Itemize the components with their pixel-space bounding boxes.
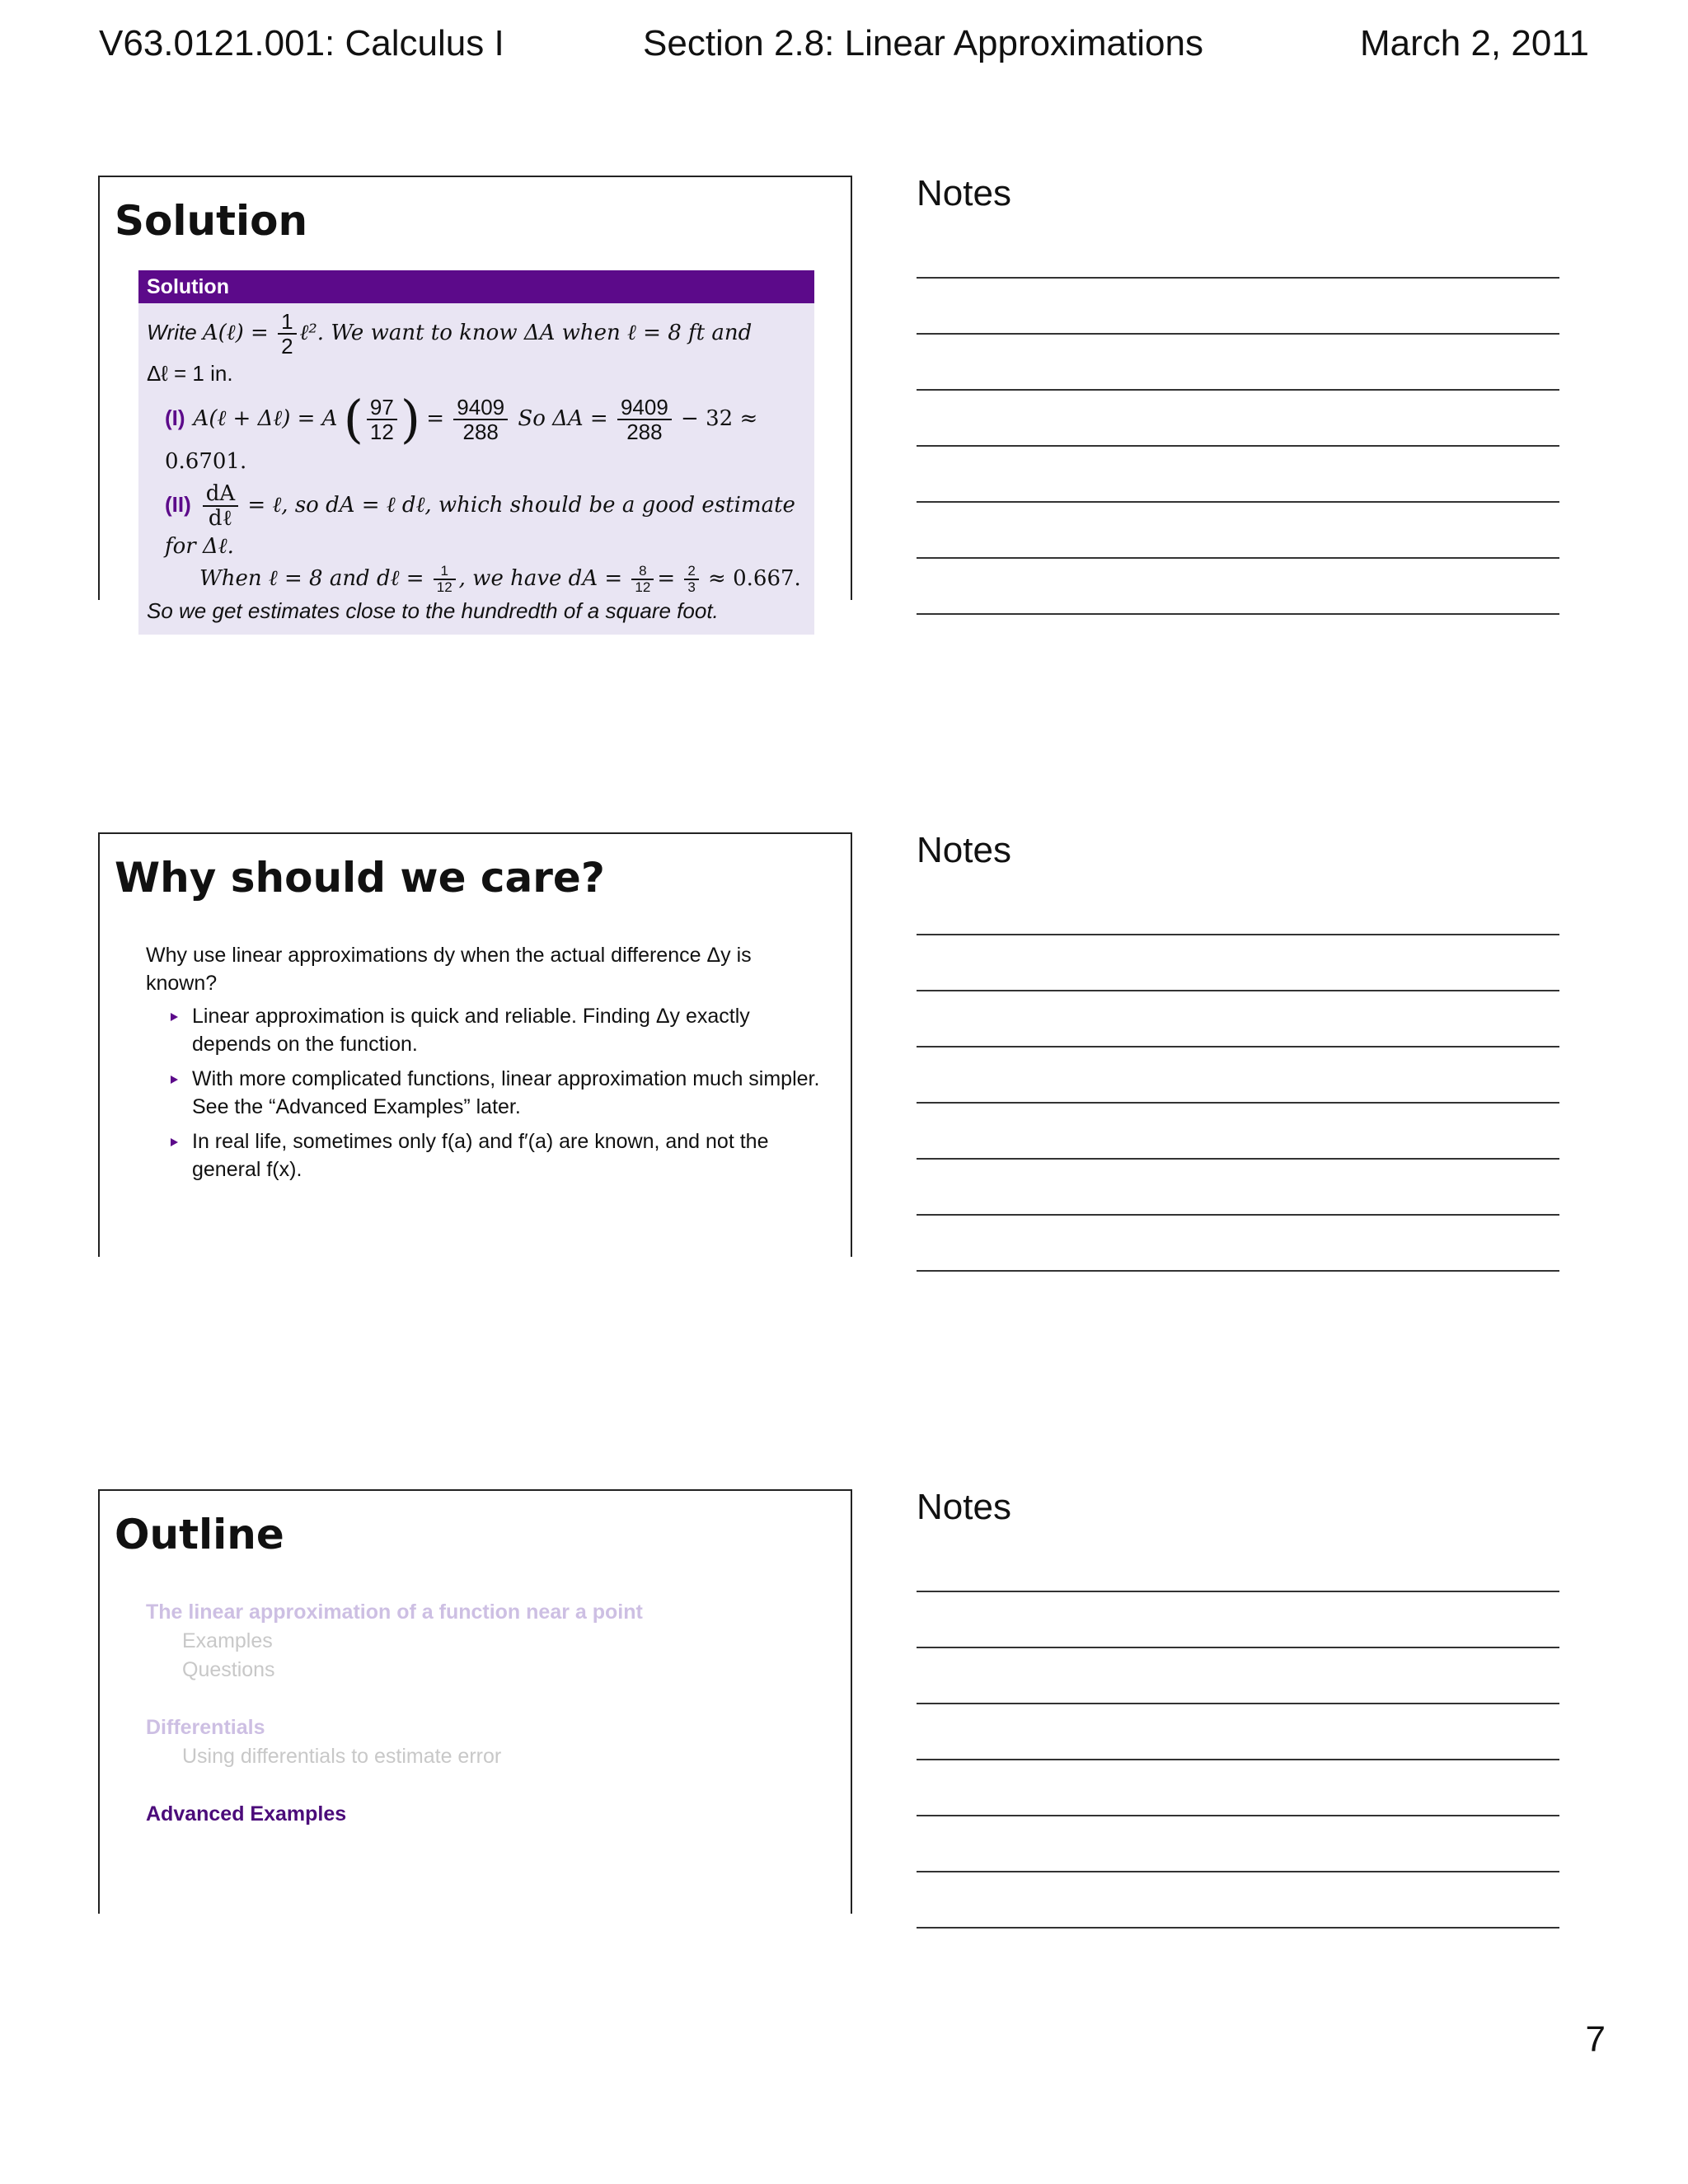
- outline-section: The linear approximation of a function near a point: [146, 1601, 643, 1624]
- block-body: [138, 303, 814, 635]
- note-line: [917, 559, 1559, 615]
- page-number: 7: [1585, 2019, 1606, 2060]
- note-line: [917, 1047, 1559, 1104]
- note-line: [917, 1216, 1559, 1272]
- note-line: [917, 1536, 1559, 1592]
- slide-solution: [98, 176, 852, 624]
- solution-item-1: (I) A(ℓ + Δℓ) = A ( $\frac{97}{12}$ ) = $\frac{9409}{288}$ So ΔA = $\frac{9409}{288}$ − 32 ≈ 0.6701.: [165, 389, 758, 474]
- slide-title: Outline: [115, 1511, 284, 1558]
- slide-why-care: [98, 832, 852, 1257]
- note-line: [917, 991, 1559, 1047]
- block-title: Solution: [138, 270, 814, 303]
- solution-item-2-cont: When ℓ = 8 and dℓ = $\frac{1}{12}$ , we have dA = $\frac{8}{12}$ = $\frac{2}{3}$ ≈ 0.667.: [199, 563, 801, 596]
- section-title: Section 2.8: Linear Approximations: [643, 23, 1203, 63]
- note-line: [917, 1104, 1559, 1160]
- course-title: V63.0121.001: Calculus I: [99, 23, 504, 63]
- note-line: [917, 335, 1559, 391]
- notes-area: [917, 830, 1559, 1272]
- note-line: [917, 1816, 1559, 1872]
- note-line: [917, 1648, 1559, 1704]
- note-line: [917, 223, 1559, 279]
- slide-body: [146, 941, 822, 1190]
- intro-text: Why use linear approximations dy when the actual difference Δy is known?: [146, 944, 752, 995]
- outline-section-active: Advanced Examples: [146, 1802, 347, 1825]
- outline-subsection: Using differentials to estimate error: [182, 1745, 502, 1768]
- slide-title: Solution: [115, 197, 308, 245]
- note-line: [917, 1704, 1559, 1760]
- solution-line-1: Write A(ℓ) = $\frac{1}{2}$ ℓ². We want to know ΔA when ℓ = 8 ft and: [147, 309, 753, 359]
- note-line: [917, 1760, 1559, 1816]
- note-line: [917, 879, 1559, 935]
- lecture-date: March 2, 2011: [1359, 23, 1589, 63]
- note-line: [917, 1872, 1559, 1929]
- bullet-item: In real life, sometimes only f(a) and f′(a) are known, and not the general f(x).: [192, 1127, 822, 1183]
- outline-list: [146, 1598, 643, 1829]
- bullet-item: Linear approximation is quick and reliable. Finding Δy exactly depends on the function.: [192, 1002, 822, 1058]
- outline-section: Differentials: [146, 1716, 265, 1739]
- outline-subsection: Examples: [182, 1629, 273, 1652]
- note-line: [917, 447, 1559, 503]
- notes-area: [917, 173, 1559, 615]
- bullet-list: [146, 1002, 822, 1183]
- note-line: [917, 279, 1559, 335]
- note-line: [917, 391, 1559, 447]
- note-line: [917, 503, 1559, 559]
- note-line: [917, 1160, 1559, 1216]
- solution-block: [138, 270, 814, 635]
- notes-title: Notes: [917, 830, 1011, 870]
- solution-item-2: (II) $\frac{dA}{\text{dℓ}}$ = ℓ, so dA = ℓ dℓ, which should be a good estimate for Δℓ.: [165, 481, 795, 559]
- notes-title: Notes: [917, 173, 1011, 213]
- slide-title: Why should we care?: [115, 854, 605, 902]
- solution-line-2: Δℓ = 1 in.: [147, 361, 233, 386]
- note-line: [917, 1592, 1559, 1648]
- fraction-half: $\frac{1}{2}$: [278, 310, 296, 358]
- notes-area: [917, 1487, 1559, 1929]
- solution-conclusion: So we get estimates close to the hundredth of a square foot.: [147, 598, 719, 624]
- bullet-item: With more complicated functions, linear approximation much simpler. See the “Advanced Examples” later.: [192, 1065, 822, 1121]
- note-line: [917, 935, 1559, 991]
- notes-title: Notes: [917, 1487, 1011, 1527]
- slide-outline: [98, 1489, 852, 1914]
- outline-subsection: Questions: [182, 1658, 275, 1681]
